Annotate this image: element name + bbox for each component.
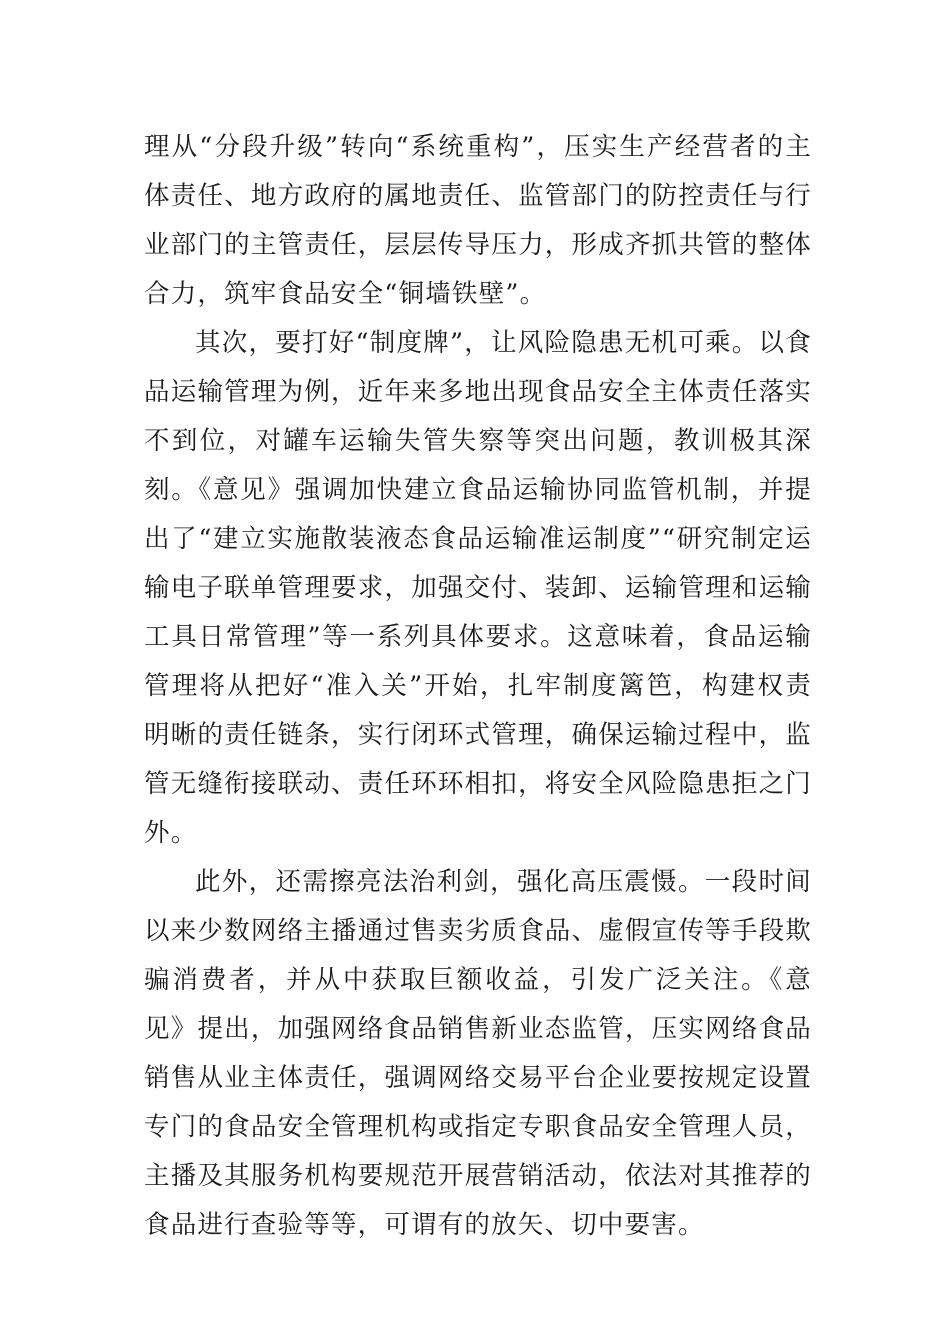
paragraph-legal-enforcement: 此外，还需擦亮法治利剑，强化高压震慑。一段时间以来少数网络主播通过售卖劣质食品、虚假宣传等手段欺骗消费者，并从中获取巨额收益，引发广泛关注。《意见》提出，加强网络食品销售新业态监管，压实网络食品销售从业主体责任，强调网络交易平台企业要按规定设置专门的食品安全管理机构或指定专职食品安全管理人员，主播及其服务机构要规范开展营销活动，依法对其推荐的食品进行查验等等，可谓有的放矢、切中要害。: [144, 867, 812, 1240]
paragraph-continuation: 理从“分段升级”转向“系统重构”，压实生产经营者的主体责任、地方政府的属地责任、监管部门的防控责任与行业部门的主管责任，层层传导压力，形成齐抓共管的整体合力，筑牢食品安全“铜墙铁壁”。: [144, 132, 812, 309]
document-body: [144, 123, 812, 1250]
paragraph-institutional-measures: 其次，要打好“制度牌”，让风险隐患无机可乘。以食品运输管理为例，近年来多地出现食品安全主体责任落实不到位，对罐车运输失管失察等突出问题，教训极其深刻。《意见》强调加快建立食品运输协同监管机制，并提出了“建立实施散装液态食品运输准运制度”“研究制定运输电子联单管理要求，加强交付、装卸、运输管理和运输工具日常管理”等一系列具体要求。这意味着，食品运输管理将从把好“准入关”开始，扎牢制度篱笆，构建权责明晰的责任链条，实行闭环式管理，确保运输过程中，监管无缝衔接联动、责任环环相扣，将安全风险隐患拒之门外。: [144, 328, 812, 848]
